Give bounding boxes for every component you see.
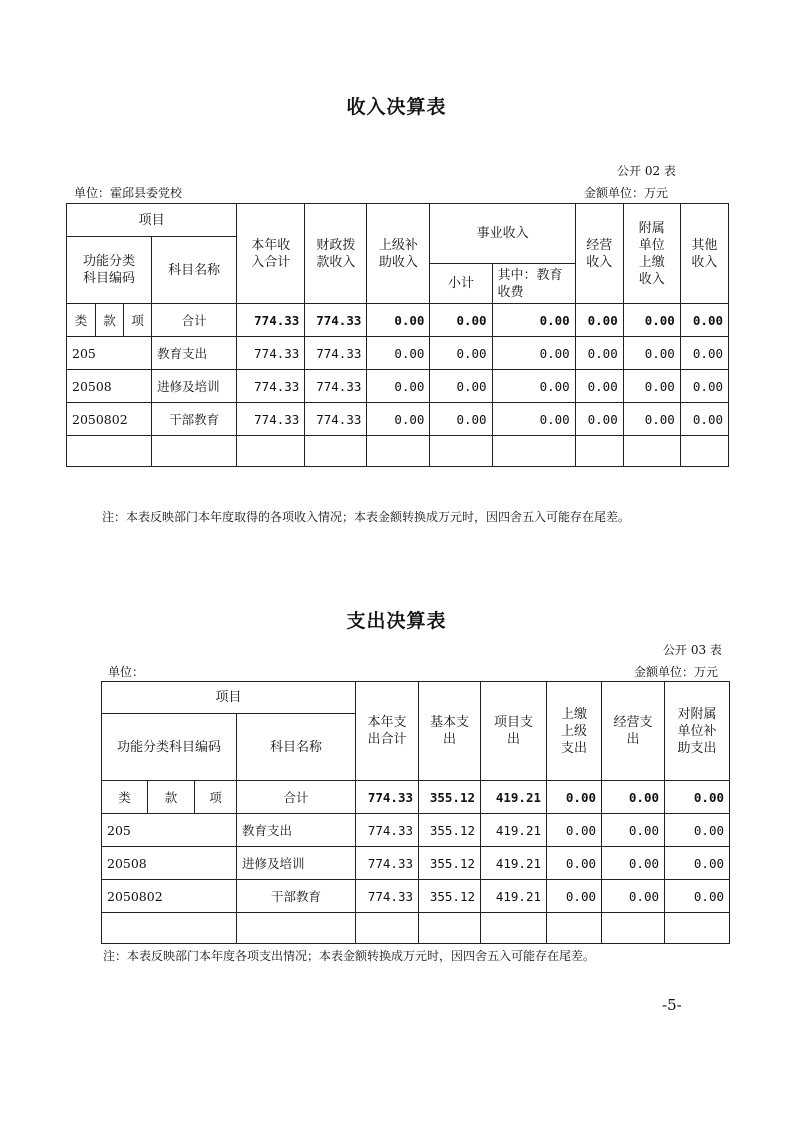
income-cell: 0.00 <box>367 370 430 403</box>
expense-header-business: 经营支 出 <box>602 682 665 781</box>
expense-header-project: 项目支 出 <box>481 682 547 781</box>
expense-header-item: 项目 <box>102 682 356 714</box>
income-total-value: 0.00 <box>367 304 430 337</box>
table-row <box>102 847 730 880</box>
expense-header-xiang: 项 <box>195 781 237 814</box>
expense-row-name: 干部教育 <box>237 880 356 913</box>
expense-cell: 774.33 <box>356 814 419 847</box>
income-cell: 774.33 <box>237 370 305 403</box>
expense-total-value: 774.33 <box>356 781 419 814</box>
expense-cell: 774.33 <box>356 847 419 880</box>
expense-cell: 0.00 <box>665 880 730 913</box>
income-row-code: 2050802 <box>67 403 152 436</box>
expense-cell: 0.00 <box>665 847 730 880</box>
table-row <box>102 814 730 847</box>
income-row-code: 205 <box>67 337 152 370</box>
expense-cell: 419.21 <box>481 880 547 913</box>
expense-total-value: 0.00 <box>665 781 730 814</box>
income-cell: 0.00 <box>680 370 728 403</box>
income-cell: 0.00 <box>575 337 623 370</box>
income-cell: 0.00 <box>430 337 492 370</box>
expense-header-affiliated: 对附属 单位补 助支出 <box>665 682 730 781</box>
income-cell: 0.00 <box>492 337 575 370</box>
expense-cell: 355.12 <box>419 880 481 913</box>
income-header-total: 本年收 入合计 <box>237 204 305 304</box>
expense-total-name: 合计 <box>237 781 356 814</box>
expense-note: 注：本表反映部门本年度各项支出情况；本表金额转换成万元时，因四舍五入可能存在尾差。 <box>103 949 596 963</box>
income-row-name: 干部教育 <box>152 403 237 436</box>
income-cell: 0.00 <box>430 403 492 436</box>
expense-cell: 0.00 <box>602 880 665 913</box>
table-row <box>102 880 730 913</box>
income-total-value: 0.00 <box>430 304 492 337</box>
income-cell: 0.00 <box>575 403 623 436</box>
expense-row-code: 2050802 <box>102 880 237 913</box>
table-row-empty <box>67 436 729 467</box>
expense-total-value: 0.00 <box>602 781 665 814</box>
income-title: 收入决算表 <box>346 96 447 118</box>
income-cell: 0.00 <box>623 403 680 436</box>
expense-title: 支出决算表 <box>346 610 447 632</box>
income-total-name: 合计 <box>152 304 237 337</box>
income-total-value: 0.00 <box>680 304 728 337</box>
income-header-business: 经营 收入 <box>575 204 623 304</box>
expense-cell: 355.12 <box>419 814 481 847</box>
expense-unit: 单位： <box>108 665 145 679</box>
expense-cell: 0.00 <box>602 847 665 880</box>
income-row-name: 进修及培训 <box>152 370 237 403</box>
expense-cell: 0.00 <box>547 847 602 880</box>
income-total-value: 0.00 <box>492 304 575 337</box>
income-cell: 774.33 <box>237 337 305 370</box>
income-header-career: 事业收入 <box>430 204 575 264</box>
income-cell: 0.00 <box>492 370 575 403</box>
income-header-subtotal: 小计 <box>430 264 492 304</box>
income-cell: 0.00 <box>492 403 575 436</box>
expense-row-name: 进修及培训 <box>237 847 356 880</box>
expense-total-value: 355.12 <box>419 781 481 814</box>
income-header-other: 其他 收入 <box>680 204 728 304</box>
expense-cell: 355.12 <box>419 847 481 880</box>
expense-header-lei: 类 <box>102 781 148 814</box>
income-cell: 774.33 <box>305 337 367 370</box>
expense-row-code: 205 <box>102 814 237 847</box>
income-table <box>66 203 729 467</box>
income-cell: 0.00 <box>680 337 728 370</box>
income-header-item: 项目 <box>67 204 237 237</box>
income-cell: 0.00 <box>367 403 430 436</box>
expense-cell: 419.21 <box>481 814 547 847</box>
income-table-no: 公开 02 表 <box>617 164 676 178</box>
income-header-fiscal: 财政拨 款收入 <box>305 204 367 304</box>
income-row-name: 教育支出 <box>152 337 237 370</box>
income-currency: 金额单位：万元 <box>584 186 669 200</box>
income-header-lei: 类 <box>67 304 96 337</box>
income-cell: 0.00 <box>623 337 680 370</box>
expense-table <box>101 681 730 944</box>
expense-header-kuan: 款 <box>148 781 195 814</box>
income-cell: 0.00 <box>575 370 623 403</box>
expense-cell: 0.00 <box>547 880 602 913</box>
expense-header-upper-pay: 上缴 上级 支出 <box>547 682 602 781</box>
expense-cell: 0.00 <box>665 814 730 847</box>
expense-cell: 419.21 <box>481 847 547 880</box>
income-unit: 单位：霍邱县委党校 <box>74 186 183 200</box>
expense-header-total: 本年支 出合计 <box>356 682 419 781</box>
income-row-code: 20508 <box>67 370 152 403</box>
income-total-value: 774.33 <box>305 304 367 337</box>
income-cell: 0.00 <box>367 337 430 370</box>
expense-row-code: 20508 <box>102 847 237 880</box>
income-header-edu-fee: 其中：教育 收费 <box>492 264 575 304</box>
income-total-value: 0.00 <box>575 304 623 337</box>
expense-total-value: 0.00 <box>547 781 602 814</box>
table-row-empty <box>102 913 730 944</box>
table-row <box>67 337 729 370</box>
income-cell: 0.00 <box>430 370 492 403</box>
income-cell: 774.33 <box>237 403 305 436</box>
expense-cell: 0.00 <box>602 814 665 847</box>
income-total-value: 0.00 <box>623 304 680 337</box>
expense-total-value: 419.21 <box>481 781 547 814</box>
income-cell: 0.00 <box>680 403 728 436</box>
expense-header-func-code: 功能分类科目编码 <box>102 714 237 781</box>
table-row <box>67 403 729 436</box>
income-header-func-code: 功能分类 科目编码 <box>67 237 152 304</box>
income-header-xiang: 项 <box>124 304 152 337</box>
income-header-affiliated: 附属 单位 上缴 收入 <box>623 204 680 304</box>
expense-currency: 金额单位：万元 <box>634 665 719 679</box>
income-cell: 774.33 <box>305 403 367 436</box>
income-cell: 0.00 <box>623 370 680 403</box>
income-note: 注：本表反映部门本年度取得的各项收入情况；本表金额转换成万元时，因四舍五入可能存在尾差。 <box>102 510 631 524</box>
expense-table-no: 公开 03 表 <box>663 643 722 657</box>
expense-row-name: 教育支出 <box>237 814 356 847</box>
income-header-upper-subsidy: 上级补 助收入 <box>367 204 430 304</box>
expense-cell: 774.33 <box>356 880 419 913</box>
expense-header-basic: 基本支 出 <box>419 682 481 781</box>
income-header-subject-name: 科目名称 <box>152 237 237 304</box>
income-header-kuan: 款 <box>96 304 124 337</box>
income-total-value: 774.33 <box>237 304 305 337</box>
expense-cell: 0.00 <box>547 814 602 847</box>
page-number: -5- <box>662 996 682 1014</box>
income-cell: 774.33 <box>305 370 367 403</box>
expense-header-subject-name: 科目名称 <box>237 714 356 781</box>
table-row <box>67 370 729 403</box>
